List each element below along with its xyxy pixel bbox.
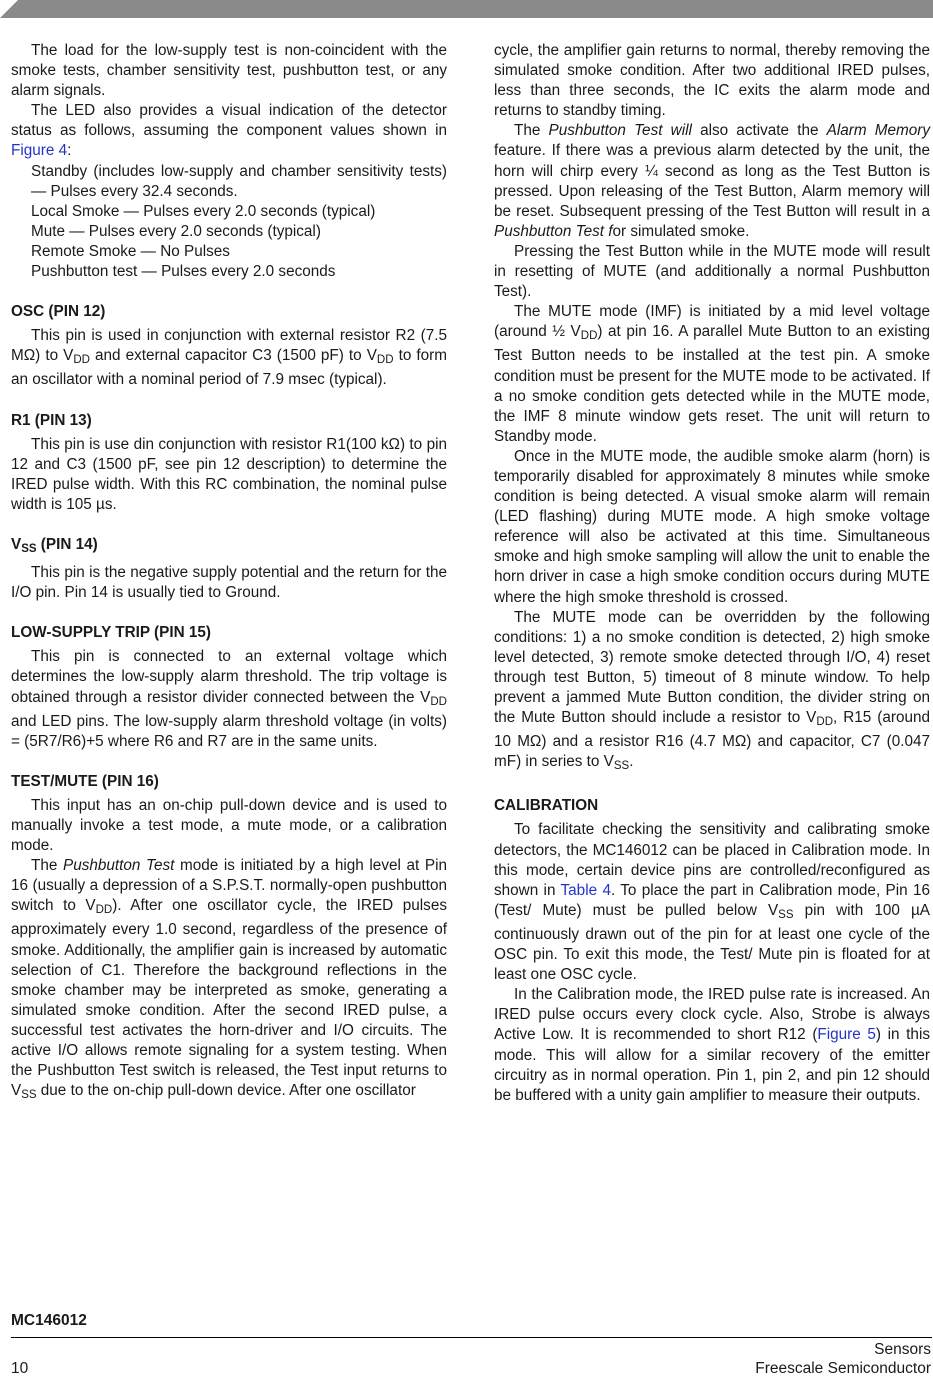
list-item: Pushbutton test — Pulses every 2.0 seconds — [31, 263, 336, 281]
calibration-heading: CALIBRATION — [494, 797, 599, 815]
osc-heading: OSC (PIN 12) — [11, 303, 106, 321]
mute-alarm-paragraph: Once in the MUTE mode, the audible smoke alarm (horn) is temporarily disabled for approximately 8 minutes while smoke condition is being detected. A visual smoke alarm will remain (LED flashing) during MUTE mode. A high smoke voltage reference will also be activated at this time. Simultaneous smoke and high smoke sampling will allow the unit to enable the horn driver in case a high smoke condition occurs during MUTE where the high smoke threshold is crossed. — [494, 447, 930, 606]
osc-paragraph: This pin is used in conjunction with external resistor R2 (7.5 MΩ) to $V_{DD}$ and external capacitor C3 (1500 pF) to $V_{DD}$ to form an oscillator with a nominal period of 7.9 msec (typical). — [11, 327, 447, 389]
table-4-link[interactable]: Table 4 — [560, 881, 611, 899]
r1-heading: R1 (PIN 13) — [11, 411, 92, 429]
pushbutton-paragraph: The Pushbutton Test mode is initiated by a high level at Pin 16 (usually a depression of a S.P.S.T. normally-open pushbutton switch to $V_{DD}$). After one oscillator cycle, the IRED pulses approximately every 1.0 second, regardless of the presence of smoke. Additionally, the amplifier gain is increased by automatic selection of C1. Therefore the background reflections in the smoke chamber may be interpreted as smoke, generating a simulated smoke condition. After the second IRED pulse, a successful test activates the horn-driver and I/O circuits. The active I/O allows remote signaling for a system testing. When the Pushbutton Test switch is released, the Test input returns to $V_{SS}$ due to the on-chip pull-down device. After one oscillator — [11, 857, 447, 1102]
r1-paragraph: This pin is use din conjunction with resistor R1(100 kΩ) to pin 12 and C3 (1500 pF, see pin 12 description) to determine the IRED pulse width. With this RC combination, the nominal pulse width is 105 µs. — [11, 435, 447, 513]
test-mute-heading: TEST/MUTE (PIN 16) — [11, 772, 159, 790]
calibration-paragraph: To facilitate checking the sensitivity and calibrating smoke detectors, the MC146012 can be placed in Calibration mode. In this mode, certain device pins are controlled/reconfigured as shown in Table 4. To place the part in Calibration mode, Pin 16 (Test/ Mute) must be pulled below $V_{SS}$ pin with 100 µA continuously drawn out of the pin for at least one cycle of the OSC pin. To exit this mode, the Test/ Mute pin is floated for at least one OSC cycle. — [494, 821, 930, 984]
left-column — [11, 41, 447, 1105]
test-mute-paragraph: This input has an on-chip pull-down device and is used to manually invoke a test mode, a mute mode, or a calibration mode. — [11, 796, 447, 855]
figure-4-link[interactable]: Figure 4 — [11, 142, 68, 160]
mute-override-paragraph: The MUTE mode can be overridden by the following conditions: 1) a no smoke condition is detected, 2) high smoke level detected, 3) remote smoke detected through I/O, 4) reset through test Button, 5) timeout of 8 minute window. To help prevent a jammed Mute Button condition, the divider string on the Mute Button should include a resistor to $V_{DD}$, R15 (around 10 MΩ) and a resistor R16 (4.7 MΩ) and capacitor, C7 (0.047 mF) in series to $V_{SS}$. — [494, 608, 930, 773]
list-item: Local Smoke — Pulses every 2.0 seconds (typical) — [31, 202, 376, 220]
list-item: Mute — Pulses every 2.0 seconds (typical) — [31, 222, 321, 240]
footer-divider — [11, 1337, 932, 1338]
document-id: MC146012 — [11, 1312, 87, 1329]
header-bar — [0, 0, 933, 18]
list-item: Remote Smoke — No Pulses — [31, 242, 230, 260]
intro-paragraph: The load for the low-supply test is non-coincident with the smoke tests, chamber sensitivity test, pushbutton test, or any alarm signals. — [11, 42, 447, 100]
mute-mode-paragraph: The MUTE mode (IMF) is initiated by a mid level voltage (around ½ $V_{DD}$) at pin 16. A parallel Mute Button to an existing Test Button needs to be installed at the test pin. A smoke condition must be present for the MUTE mode to be activated. If a no smoke condition gets detected while in the MUTE mode, the IMF 8 minute window gets reset. The unit will return to Standby mode. — [494, 303, 931, 445]
led-paragraph: The LED also provides a visual indication of the detector status as follows, assuming the component values shown in Figure 4: — [11, 102, 447, 160]
alarm-memory-paragraph: The Pushbutton Test will also activate the Alarm Memory feature. If there was a previous alarm detected by the unit, the horn will chirp every ¼ second as long as the Test Button is pressed. Upon releasing of the Test Button, Alarm memory will be reset. Subsequent pressing of the Test Button will result in a Pushbutton Test for simulated smoke. — [494, 122, 931, 240]
low-supply-paragraph: This pin is connected to an external voltage which determines the low-supply alarm threshold. The trip voltage is obtained through a resistor divider connected between the $V_{DD}$ and LED pins. The low-supply alarm threshold voltage (in volts) = (5R7/R6)+5 where R6 and R7 are in the same units. — [11, 648, 447, 750]
mute-reset-paragraph: Pressing the Test Button while in the MUTE mode will result in resetting of MUTE (and additionally a normal Pushbutton Test). — [494, 242, 930, 301]
continued-paragraph: cycle, the amplifier gain returns to normal, thereby removing the simulated smoke condition. After two additional IRED pulses, less than three seconds, the IC exits the alarm mode and returns to standby timing. — [494, 42, 930, 120]
list-item: Standby (includes low-supply and chamber sensitivity tests) — Pulses every 32.4 seconds. — [31, 162, 447, 200]
figure-5-link[interactable]: Figure 5 — [817, 1026, 876, 1044]
right-column — [494, 41, 930, 1106]
vss-heading: $V_{SS}$ (PIN 14) — [11, 535, 98, 555]
calibration-ired-paragraph: In the Calibration mode, the IRED pulse rate is increased. An IRED pulse occurs every clock cycle. Also, Strobe is always Active Low. It is recommended to short R12 (Figure 5) in this mode. This will allow for a similar recovery of the emitter circuitry as in normal operation. Pin 1, pin 2, and pin 12 should be buffered with a unity gain amplifier to measure their outputs. — [494, 986, 930, 1104]
footer-company: Freescale Semiconductor — [755, 1360, 931, 1377]
low-supply-heading: LOW-SUPPLY TRIP (PIN 15) — [11, 624, 212, 642]
page-number: 10 — [11, 1360, 29, 1377]
vss-paragraph: This pin is the negative supply potential and the return for the I/O pin. Pin 14 is usually tied to Ground. — [11, 564, 447, 602]
footer-category: Sensors — [874, 1341, 931, 1358]
